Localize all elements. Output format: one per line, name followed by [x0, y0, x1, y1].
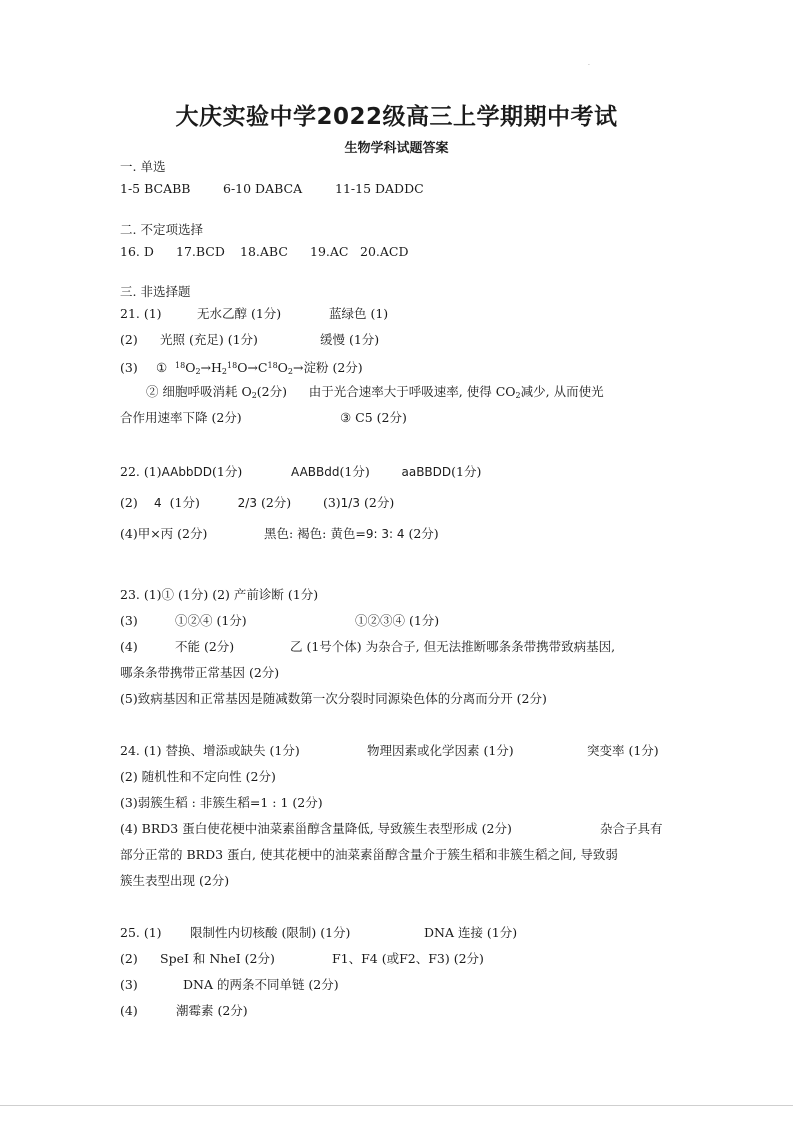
q23-line-2: (3) ①②④ (1分) ①②③④ (1分): [120, 613, 440, 628]
answer-6-10: 6-10 DABCA: [223, 181, 303, 196]
q23-line-4: 哪条条带携带正常基因 (2分): [120, 665, 280, 680]
section-2-heading: 二. 不定项选择: [120, 222, 203, 237]
q25-line-1: 25. (1) 限制性内切核酸 (限制) (1分) DNA 连接 (1分): [120, 925, 518, 940]
page-title: 大庆实验中学2022级高三上学期期中考试: [175, 104, 618, 130]
q24-line-1: 24. (1) 替换、增添或缺失 (1分) 物理因素或化学因素 (1分) 突变率 (1分): [120, 743, 659, 758]
answer-20: 20.ACD: [360, 244, 409, 259]
q25-line-4: (4) 潮霉素 (2分): [120, 1003, 248, 1018]
page-bottom-divider: [0, 1105, 793, 1106]
q24-line-5: 部分正常的 BRD3 蛋白, 使其花梗中的油菜素甾醇含量介于簇生稻和非簇生稻之间, 导致弱: [120, 847, 618, 862]
q23-line-5: (5)致病基因和正常基因是随减数第一次分裂时同源染色体的分离而分开 (2分): [120, 691, 547, 706]
q21-line-5: 合作用速率下降 (2分) ③ C5 (2分): [120, 410, 407, 425]
q21-line-2: (2) 光照 (充足) (1分) 缓慢 (1分): [120, 332, 380, 347]
page-subtitle: 生物学科试题答案: [344, 141, 449, 156]
answer-16: 16. D: [120, 244, 154, 259]
answer-11-15: 11-15 DADDC: [335, 181, 424, 196]
q21-line-3: (3) ① $^{18}O_2\to H_2^{18}O\to C^{18}O_2\to$淀粉 (2分): [120, 360, 363, 376]
answer-1-5: 1-5 BCABB: [120, 181, 191, 196]
section-1-answers: [120, 180, 424, 198]
q21-line-1: 21. (1) 无水乙醇 (1分) 蓝绿色 (1): [120, 306, 389, 321]
q23-line-1: 23. (1)① (1分) (2) 产前诊断 (1分): [120, 587, 319, 602]
genotype-1: AAbbDD: [161, 465, 213, 479]
section-1-heading: 一. 单选: [120, 159, 166, 174]
answer-17: 17.BCD: [176, 244, 225, 259]
oxygen-pathway-equation: $^{18}O_2\to H_2^{18}O\to C^{18}O_2\to$淀粉 (2分): [175, 360, 363, 376]
genotype-2: AABBdd: [291, 465, 340, 479]
q22-line-2: (2) 4 (1分) 2/3 (2分) (3)1/3 (2分): [120, 495, 395, 510]
q23-line-3: (4) 不能 (2分) 乙 (1号个体) 为杂合子, 但无法推断哪条条带携带致病基因,: [120, 639, 616, 654]
section-3-heading: 三. 非选择题: [120, 284, 191, 299]
answer-18: 18.ABC: [240, 244, 288, 259]
q24-line-4: (4) BRD3 蛋白使花梗中油菜素甾醇含量降低, 导致簇生表型形成 (2分) 杂合子具有: [120, 821, 663, 836]
q22-line-1: 22. (1)AAbbDD(1分) AABBdd(1分) aaBBDD(1分): [120, 464, 482, 479]
q22-line-3: (4)甲×丙 (2分) 黑色: 褐色: 黄色=9: 3: 4 (2分): [120, 526, 439, 541]
q25-line-3: (3) DNA 的两条不同单链 (2分): [120, 977, 339, 992]
q24-line-2: (2) 随机性和不定向性 (2分): [120, 769, 276, 784]
q24-line-3: (3)弱簇生稻 : 非簇生稻=1 : 1 (2分): [120, 795, 323, 810]
q21-line-4: ② 细胞呼吸消耗 $O_2(2$分) 由于光合速率大于呼吸速率, 使得 $CO_2$减少, 从而使光: [146, 384, 604, 400]
section-2-answers: [120, 243, 409, 261]
genotype-3: aaBBDD: [401, 465, 452, 479]
q24-line-6: 簇生表型出现 (2分): [120, 873, 230, 888]
q25-line-2: (2) SpeI 和 NheI (2分) F1、F4 (或F2、F3) (2分): [120, 951, 484, 966]
answer-19: 19.AC: [310, 244, 349, 259]
scan-speck: ·: [588, 62, 590, 69]
